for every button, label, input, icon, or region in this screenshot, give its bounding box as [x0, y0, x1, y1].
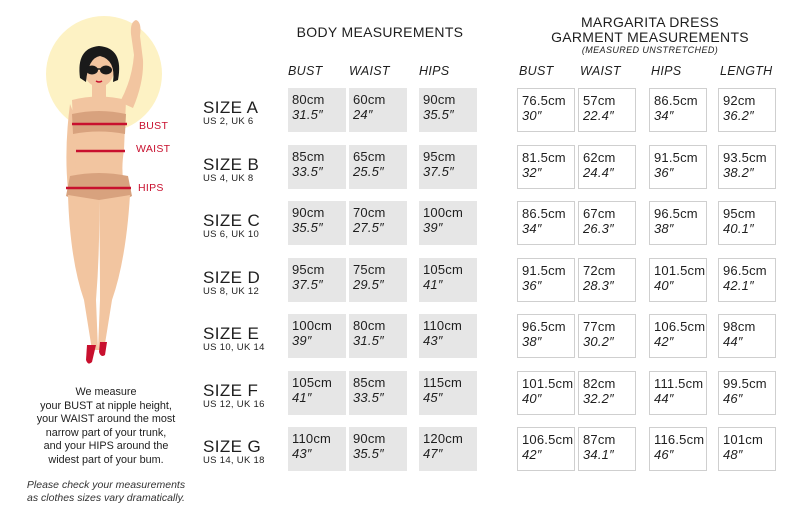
instruction-line: and your HIPS around the	[43, 440, 169, 452]
measurement-cm: 115cm	[423, 374, 463, 390]
measurement-cm: 57cm	[583, 93, 616, 108]
size-label: SIZE G	[203, 437, 262, 456]
measurement-inch: 24″	[353, 107, 373, 122]
measurement-cm: 87cm	[583, 432, 616, 447]
body-measurement-cell	[419, 427, 477, 471]
garment-measurement-cell	[578, 145, 636, 189]
size-region-label: US 12, UK 16	[203, 398, 265, 410]
measurement-inch: 38″	[522, 334, 542, 349]
measurement-cm: 106.5cm	[522, 432, 574, 447]
measurement-cm: 111.5cm	[654, 375, 704, 391]
measurement-cm: 106.5cm	[654, 319, 706, 334]
garment-measurement-cell	[718, 427, 776, 471]
garment-measurement-cell	[578, 314, 636, 358]
instruction-line: narrow part of your trunk,	[45, 426, 167, 439]
garment-measurement-cell	[578, 427, 636, 471]
right-shoe	[99, 342, 107, 356]
instruction-line: your BUST at nipple height,	[40, 399, 172, 412]
garment-header-line2: GARMENT MEASUREMENTS	[551, 29, 749, 45]
measurement-inch: 25.5″	[353, 163, 384, 179]
measurement-cm: 86.5cm	[654, 93, 698, 108]
body-column-header-hips: HIPS	[419, 64, 450, 78]
measurement-inch: 43″	[292, 446, 312, 461]
measurement-inch: 33.5″	[353, 389, 384, 405]
body-measurement-cell	[288, 371, 346, 415]
measurement-inch: 42″	[654, 334, 674, 349]
garment-measurement-cell	[517, 371, 575, 415]
garment-column-header-hips: HIPS	[651, 64, 682, 78]
size-region-label: US 6, UK 10	[203, 229, 260, 240]
measurement-cm: 120cm	[423, 431, 464, 446]
garment-column-header-bust: BUST	[519, 64, 554, 78]
body-measurements-header: BODY MEASUREMENTS	[296, 24, 464, 40]
garment-measurement-cell	[517, 201, 575, 245]
measurement-inch: 26.3″	[583, 221, 614, 236]
measurement-cm: 80cm	[292, 92, 325, 107]
measurement-cm: 86.5cm	[522, 206, 566, 221]
measurement-cm: 98cm	[723, 319, 756, 334]
size-region-label: US 10, UK 14	[203, 342, 265, 353]
measurement-cm: 76.5cm	[522, 93, 566, 108]
measurement-inch: 46″	[723, 390, 743, 406]
measurement-cm: 96.5cm	[522, 319, 566, 334]
measurement-cm: 95cm	[423, 148, 456, 164]
body-measurement-cell	[419, 145, 477, 189]
measurement-cm: 101.5cm	[654, 262, 706, 278]
measurement-cm: 105cm	[292, 374, 333, 390]
measurement-inch: 39″	[292, 333, 312, 348]
garment-measurement-cell	[649, 88, 707, 132]
body-measurement-cell	[349, 201, 407, 245]
instruction-line: your WAIST around the most	[36, 413, 176, 425]
measurement-inch: 41″	[423, 276, 443, 292]
measurement-inch: 22.4″	[583, 108, 614, 123]
garment-measurement-cell	[649, 371, 707, 415]
garment-measurement-cell	[578, 201, 636, 245]
size-label: SIZE A	[203, 98, 259, 117]
measurement-inch: 46″	[654, 447, 674, 462]
size-region-label: US 14, UK 18	[203, 455, 265, 466]
measurement-inch: 40″	[522, 390, 542, 406]
measurement-inch: 37.5″	[423, 163, 454, 179]
measurement-inch: 45″	[423, 389, 443, 405]
measurement-cm: 82cm	[583, 375, 616, 391]
measurement-inch: 47″	[423, 446, 443, 461]
garment-measurement-cell	[517, 427, 575, 471]
measurement-inch: 24.4″	[583, 164, 614, 180]
body-measurement-cell	[288, 314, 346, 358]
measurement-inch: 30″	[522, 108, 542, 123]
measurement-cm: 100cm	[292, 318, 333, 333]
body-measurement-cell	[288, 427, 346, 471]
measure-instructions	[0, 386, 212, 467]
right-leg	[98, 195, 130, 350]
measurement-inch: 37.5″	[292, 276, 323, 292]
measurement-inch: 35.5″	[423, 107, 454, 122]
sunglasses-right	[100, 66, 112, 75]
size-region-label: US 8, UK 12	[203, 285, 260, 297]
garment-measurement-cell	[649, 201, 707, 245]
left-leg	[68, 195, 99, 350]
figure-label-bust: BUST	[139, 120, 169, 132]
measurement-cm: 91.5cm	[522, 262, 566, 278]
body-column-header-bust: BUST	[288, 64, 323, 78]
measurement-cm: 90cm	[423, 92, 456, 107]
garment-measurement-cell	[517, 88, 575, 132]
measurement-cm: 95cm	[723, 206, 756, 221]
body-measurement-cell	[349, 145, 407, 189]
size-label: SIZE B	[203, 154, 260, 174]
measurement-inch: 38″	[654, 221, 674, 236]
body-measurement-cell	[288, 145, 346, 189]
left-shoe	[86, 345, 96, 364]
body-measurement-cell	[419, 88, 477, 132]
figure-label-waist: WAIST	[136, 143, 171, 155]
size-label: SIZE D	[203, 267, 261, 287]
measurement-inch: 34″	[522, 221, 542, 236]
garment-measurement-cell	[718, 88, 776, 132]
measurement-inch: 33.5″	[292, 163, 323, 179]
measurement-cm: 77cm	[583, 319, 616, 334]
size-region-label: US 4, UK 8	[203, 172, 254, 184]
body-measurement-cell	[288, 201, 346, 245]
check-note-line: as clothes sizes vary dramatically.	[27, 492, 185, 504]
measurement-cm: 93.5cm	[723, 149, 767, 165]
measurement-cm: 91.5cm	[654, 149, 698, 165]
measurement-cm: 70cm	[353, 205, 386, 220]
sunglasses-left	[86, 66, 98, 75]
body-measurement-cell	[288, 88, 346, 132]
measurement-cm: 110cm	[423, 318, 463, 333]
garment-measurement-cell	[718, 201, 776, 245]
measurement-cm: 80cm	[353, 318, 386, 333]
measurement-inch: 34″	[654, 108, 674, 123]
woman-figure-illustration	[0, 0, 200, 380]
check-note-line: Please check your measurements	[26, 479, 186, 491]
garment-measurement-cell	[718, 145, 776, 189]
check-measurements-note	[0, 479, 212, 505]
body-measurement-cell	[349, 427, 407, 471]
measurement-cm: 99.5cm	[723, 375, 767, 391]
body-measurement-cell	[419, 201, 477, 245]
measurement-cm: 90cm	[353, 431, 386, 446]
instruction-line: We measure	[75, 386, 137, 398]
garment-measurement-cell	[578, 258, 636, 302]
garment-measurement-cell	[718, 258, 776, 302]
measurement-cm: 96.5cm	[654, 206, 698, 221]
measurement-cm: 62cm	[583, 149, 616, 165]
garment-measurement-cell	[718, 314, 776, 358]
measurement-inch: 31.5″	[292, 107, 323, 122]
measurement-inch: 43″	[423, 333, 443, 348]
measurement-inch: 38.2″	[723, 164, 754, 180]
garment-measurement-cell	[578, 88, 636, 132]
measurement-inch: 41″	[292, 389, 312, 405]
measurement-inch: 42″	[522, 447, 542, 462]
measurement-inch: 34.1″	[583, 447, 614, 462]
measurement-inch: 42.1″	[723, 277, 754, 293]
measurement-inch: 40″	[654, 277, 674, 293]
measurement-inch: 36″	[654, 164, 674, 180]
body-measurement-cell	[419, 371, 477, 415]
measurement-cm: 75cm	[353, 261, 386, 277]
body-measurement-cell	[419, 314, 477, 358]
body-measurement-cell	[349, 258, 407, 302]
garment-measurement-cell	[578, 371, 636, 415]
measurement-inch: 39″	[423, 220, 443, 235]
measurement-inch: 30.2″	[583, 334, 614, 349]
size-label: SIZE F	[203, 380, 259, 400]
measurement-inch: 27.5″	[353, 220, 384, 235]
measurement-inch: 44″	[723, 334, 743, 349]
figure-label-hips: HIPS	[138, 182, 164, 194]
measurement-cm: 101cm	[723, 432, 764, 447]
measurement-cm: 105cm	[423, 261, 464, 277]
garment-measurement-cell	[649, 314, 707, 358]
measurement-inch: 35.5″	[292, 220, 323, 235]
body-column-header-waist: WAIST	[349, 64, 390, 78]
measurement-cm: 65cm	[353, 148, 386, 164]
body-measurement-cell	[349, 314, 407, 358]
bandeau-top	[72, 111, 126, 134]
body-measurement-cell	[349, 88, 407, 132]
measurement-inch: 40.1″	[723, 221, 754, 236]
measurement-cm: 81.5cm	[522, 149, 566, 165]
garment-measurement-cell	[649, 258, 707, 302]
measurement-cm: 100cm	[423, 205, 464, 220]
measurement-cm: 67cm	[583, 206, 616, 221]
measurement-cm: 85cm	[292, 148, 325, 164]
garment-measurement-cell	[517, 145, 575, 189]
body-measurement-cell	[288, 258, 346, 302]
measurement-cm: 72cm	[583, 262, 616, 278]
measurement-inch: 36.2″	[723, 108, 754, 123]
measurement-inch: 28.3″	[583, 277, 614, 293]
garment-column-header-length: LENGTH	[720, 64, 773, 78]
garment-header-line1: MARGARITA DRESS	[580, 14, 720, 30]
body-measurement-cell	[349, 371, 407, 415]
size-label: SIZE E	[203, 324, 260, 343]
garment-measurement-cell	[718, 371, 776, 415]
measurement-cm: 85cm	[353, 374, 386, 390]
measurement-cm: 101.5cm	[522, 375, 574, 391]
garment-measurement-cell	[649, 145, 707, 189]
measurement-inch: 31.5″	[353, 333, 384, 348]
garment-measurement-cell	[517, 258, 575, 302]
garment-measurement-cell	[649, 427, 707, 471]
body-measurement-cell	[419, 258, 477, 302]
measurement-inch: 44″	[654, 390, 674, 406]
measurement-inch: 32.2″	[583, 390, 614, 406]
measurement-cm: 90cm	[292, 205, 325, 220]
measurement-inch: 29.5″	[353, 276, 384, 292]
instruction-line: widest part of your bum.	[48, 453, 164, 466]
measurement-cm: 116.5cm	[654, 432, 705, 447]
size-label: SIZE C	[203, 211, 261, 230]
garment-header-sub: (MEASURED UNSTRETCHED)	[581, 45, 719, 55]
measurement-inch: 32″	[522, 164, 542, 180]
measurement-cm: 95cm	[292, 261, 325, 277]
measurement-cm: 60cm	[353, 92, 386, 107]
measurement-cm: 92cm	[723, 93, 756, 108]
measurement-inch: 35.5″	[353, 446, 384, 461]
measurement-inch: 48″	[723, 447, 743, 462]
measurement-inch: 36″	[522, 277, 542, 293]
garment-measurement-cell	[517, 314, 575, 358]
measurement-cm: 96.5cm	[723, 262, 767, 278]
size-region-label: US 2, UK 6	[203, 116, 254, 127]
measurement-cm: 110cm	[292, 431, 332, 446]
garment-column-header-waist: WAIST	[580, 64, 621, 78]
